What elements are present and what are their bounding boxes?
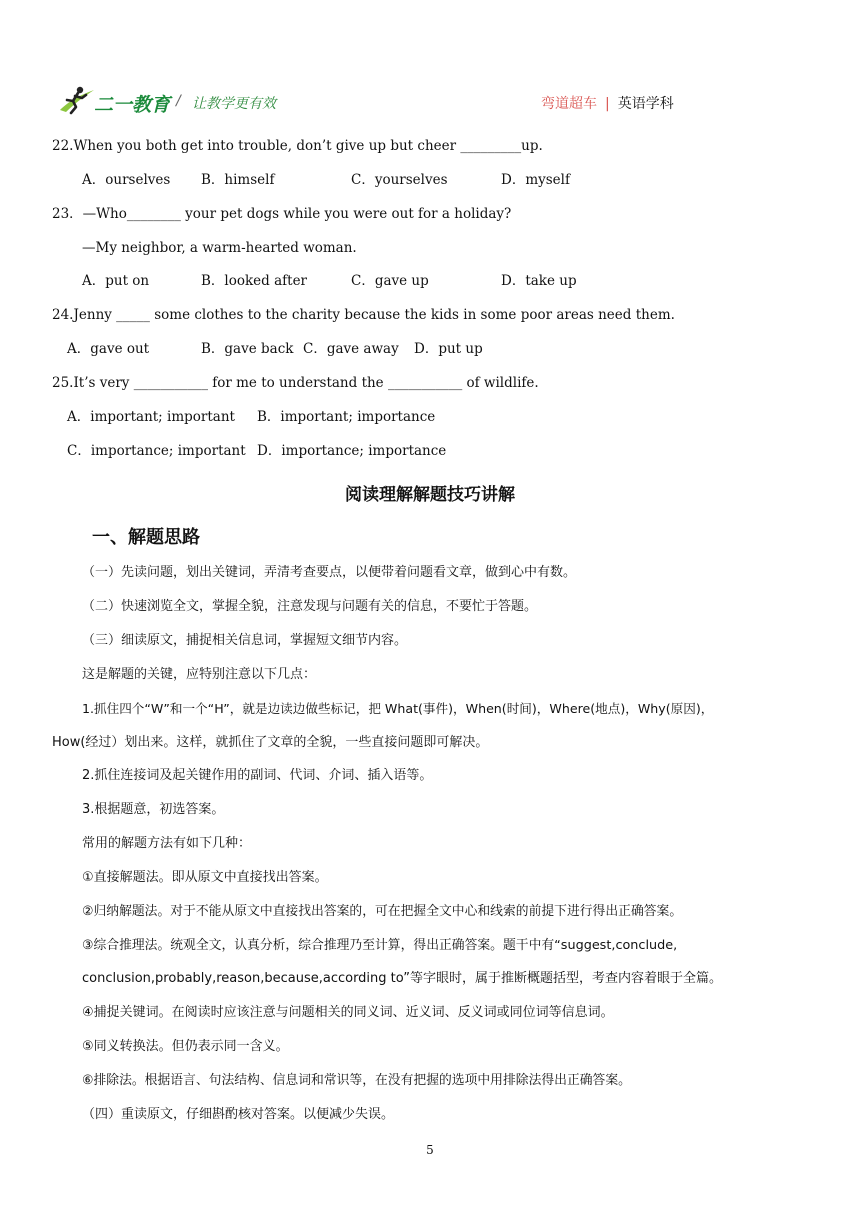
question-25-stem: 25.It’s very ___________ for me to understand the ___________ of wildlife. bbox=[52, 375, 539, 391]
question-25-options-row1 bbox=[0, 408, 860, 426]
option: D．importance; importance bbox=[257, 443, 447, 459]
option: C．gave up bbox=[351, 273, 429, 289]
runner-logo-icon bbox=[56, 84, 96, 116]
paragraph: （一）先读问题，划出关键词，弄清考查要点，以便带着问题看文章，做到心中有数。 bbox=[82, 565, 577, 580]
paragraph: ⑥排除法。根据语言、句法结构、信息词和常识等，在没有把握的选项中用排除法得出正确答案。 bbox=[82, 1073, 631, 1088]
question-22-options bbox=[0, 171, 860, 189]
paragraph: 1.抓住四个“W”和一个“H”，就是边读边做些标记，把 What(事件)，When(时间)，Where(地点)，Why(原因)， bbox=[82, 701, 714, 716]
option: C．importance; important bbox=[67, 443, 246, 459]
header-logo-text: 二一教育 bbox=[94, 94, 171, 116]
option: D．put up bbox=[414, 341, 483, 357]
paragraph: ③综合推理法。统观全文，认真分析，综合推理乃至计算，得出正确答案。题干中有“suggest,conclude, bbox=[82, 938, 678, 953]
section-heading: 一、解题思路 bbox=[92, 527, 200, 548]
question-23-stem: 23．—Who________ your pet dogs while you were out for a holiday? bbox=[52, 206, 512, 222]
header-right bbox=[541, 93, 674, 113]
header-right-label: 弯道超车 bbox=[541, 96, 597, 112]
option: D．take up bbox=[501, 273, 577, 289]
option: D．myself bbox=[501, 172, 570, 188]
paragraph: 3.根据题意，初选答案。 bbox=[82, 802, 225, 817]
question-23-answer-line: —My neighbor, a warm-hearted woman. bbox=[82, 240, 357, 256]
header-slogan: 让教学更有效 bbox=[192, 96, 276, 112]
option: B．looked after bbox=[201, 273, 308, 289]
paragraph: conclusion,probably,reason,because,according to”等字眼时，属于推断概题括型，考查内容着眼于全篇。 bbox=[82, 971, 722, 986]
paragraph: ⑤同义转换法。但仍表示同一含义。 bbox=[82, 1039, 289, 1054]
section-title: 阅读理解解题技巧讲解 bbox=[345, 485, 515, 505]
paragraph: How(经过）划出来。这样，就抓住了文章的全貌，一些直接问题即可解决。 bbox=[52, 735, 489, 750]
header-right-sep: | bbox=[605, 96, 610, 112]
header-logo bbox=[56, 84, 96, 116]
question-22-stem: 22.When you both get into trouble, don’t give up but cheer _________up. bbox=[52, 138, 543, 154]
option: B．important; importance bbox=[257, 409, 436, 425]
option: B．himself bbox=[201, 172, 275, 188]
paragraph: ④捕捉关键词。在阅读时应该注意与问题相关的同义词、近义词、反义词或同位词等信息词。 bbox=[82, 1005, 614, 1020]
option: C．gave away bbox=[303, 341, 399, 357]
question-25-options-row2 bbox=[0, 442, 860, 460]
paragraph: 2.抓住连接词及起关键作用的副词、代词、介词、插入语等。 bbox=[82, 768, 433, 783]
option: A．gave out bbox=[67, 341, 150, 357]
header-slash: / bbox=[176, 93, 181, 109]
question-23-options bbox=[0, 272, 860, 290]
paragraph: （四）重读原文，仔细斟酌核对答案。以便减少失误。 bbox=[82, 1107, 395, 1122]
option: C．yourselves bbox=[351, 172, 448, 188]
page-number: 5 bbox=[426, 1143, 434, 1157]
option: A．put on bbox=[82, 273, 150, 289]
option: A．ourselves bbox=[82, 172, 171, 188]
paragraph: ②归纳解题法。对于不能从原文中直接找出答案的，可在把握全文中心和线索的前提下进行得出正确答案。 bbox=[82, 904, 683, 919]
header-subject: 英语学科 bbox=[617, 96, 674, 112]
option: A．important; important bbox=[67, 409, 235, 425]
question-24-stem: 24.Jenny _____ some clothes to the charity because the kids in some poor areas need them. bbox=[52, 307, 675, 323]
paragraph: 常用的解题方法有如下几种： bbox=[82, 836, 252, 851]
paragraph: （三）细读原文，捕捉相关信息词，掌握短文细节内容。 bbox=[82, 633, 408, 648]
paragraph: （二）快速浏览全文，掌握全貌，注意发现与问题有关的信息，不要忙于答题。 bbox=[82, 599, 538, 614]
question-24-options bbox=[0, 340, 860, 358]
paragraph: 这是解题的关键，应特别注意以下几点： bbox=[82, 667, 317, 682]
paragraph: ①直接解题法。即从原文中直接找出答案。 bbox=[82, 870, 328, 885]
option: B．gave back bbox=[201, 341, 294, 357]
